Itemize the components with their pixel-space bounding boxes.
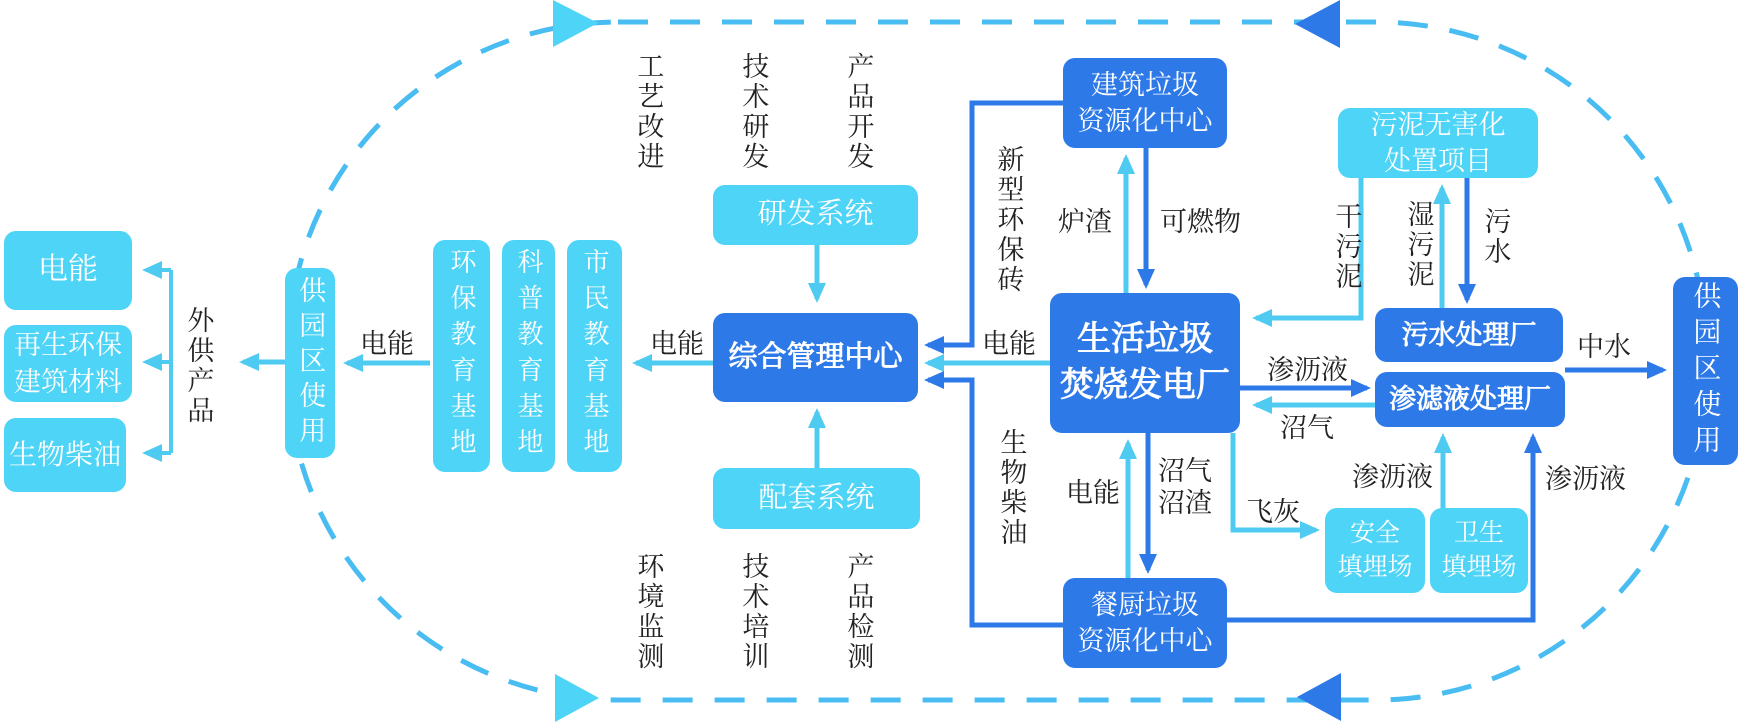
label-biodiesel-flow: 生物柴油 [996,428,1027,548]
label-product-testing: 产品检测 [843,552,874,672]
label-electricity-left: 电能 [360,329,414,359]
label-product-development: 产品开发 [843,52,874,172]
label-tech-training: 技术培训 [738,552,769,672]
label-process-improvement: 工艺改进 [633,52,664,172]
node-citizen-education-base: 市民教育基地 [567,240,622,472]
label-reclaimed-water: 中水 [1577,332,1631,362]
node-park-use-left: 供园区使用 [285,268,335,458]
node-recycled-materials: 再生环保 建筑材料 [4,325,132,402]
node-incineration-plant: 生活垃圾 焚烧发电厂 [1050,293,1240,433]
node-science-education-base: 科普教育基地 [502,240,555,472]
node-power-output: 电能 [4,231,132,310]
node-biodiesel-output: 生物柴油 [4,418,126,492]
label-biogas: 沼气 [1280,413,1334,443]
label-leachate-landfill: 渗沥液 [1352,462,1433,492]
label-new-eco-brick: 新型环保砖 [993,145,1024,295]
loop-arrow-bottom-left [555,674,599,722]
loop-arrow-top-right [1295,0,1340,48]
label-electricity-center: 电能 [982,329,1036,359]
node-env-education-base: 环保教育基地 [433,240,490,472]
label-wet-sludge: 湿污泥 [1403,200,1434,290]
label-slag: 炉渣 [1058,207,1112,237]
node-leachate-treatment-plant: 渗滤液处理厂 [1375,372,1565,427]
node-park-use-right: 供园区使用 [1673,277,1738,465]
loop-arrow-top-left [553,0,598,47]
node-sanitary-landfill: 卫生 填埋场 [1430,508,1528,593]
label-dry-sludge: 干污泥 [1331,202,1362,292]
node-construction-waste-center: 建筑垃圾 资源化中心 [1063,58,1227,148]
node-support-system: 配套系统 [713,468,920,529]
node-safe-landfill: 安全 填埋场 [1325,508,1425,593]
node-management-center: 综合管理中心 [713,313,918,402]
label-sewage-water: 污水 [1480,207,1511,267]
label-biogas-residue: 沼气 沼渣 [1158,456,1212,519]
node-sewage-treatment-plant: 污水处理厂 [1375,308,1563,362]
label-fly-ash: 飞灰 [1246,497,1300,527]
label-combustibles: 可燃物 [1160,207,1241,237]
node-kitchen-waste-center: 餐厨垃圾 资源化中心 [1063,578,1227,668]
loop-arrow-bottom-right [1297,673,1341,721]
label-leachate-kitchen: 渗沥液 [1545,464,1626,494]
label-env-monitoring: 环境监测 [633,552,664,672]
label-external-products: 外供产品 [183,306,214,426]
label-tech-rd: 技术研发 [738,52,769,172]
node-sludge-disposal-project: 污泥无害化 处置项目 [1338,108,1538,178]
label-leachate-plant-out: 渗沥液 [1267,355,1348,385]
node-rd-system: 研发系统 [713,185,918,245]
label-electricity-mid: 电能 [650,329,704,359]
label-electricity-plant: 电能 [1066,478,1120,508]
